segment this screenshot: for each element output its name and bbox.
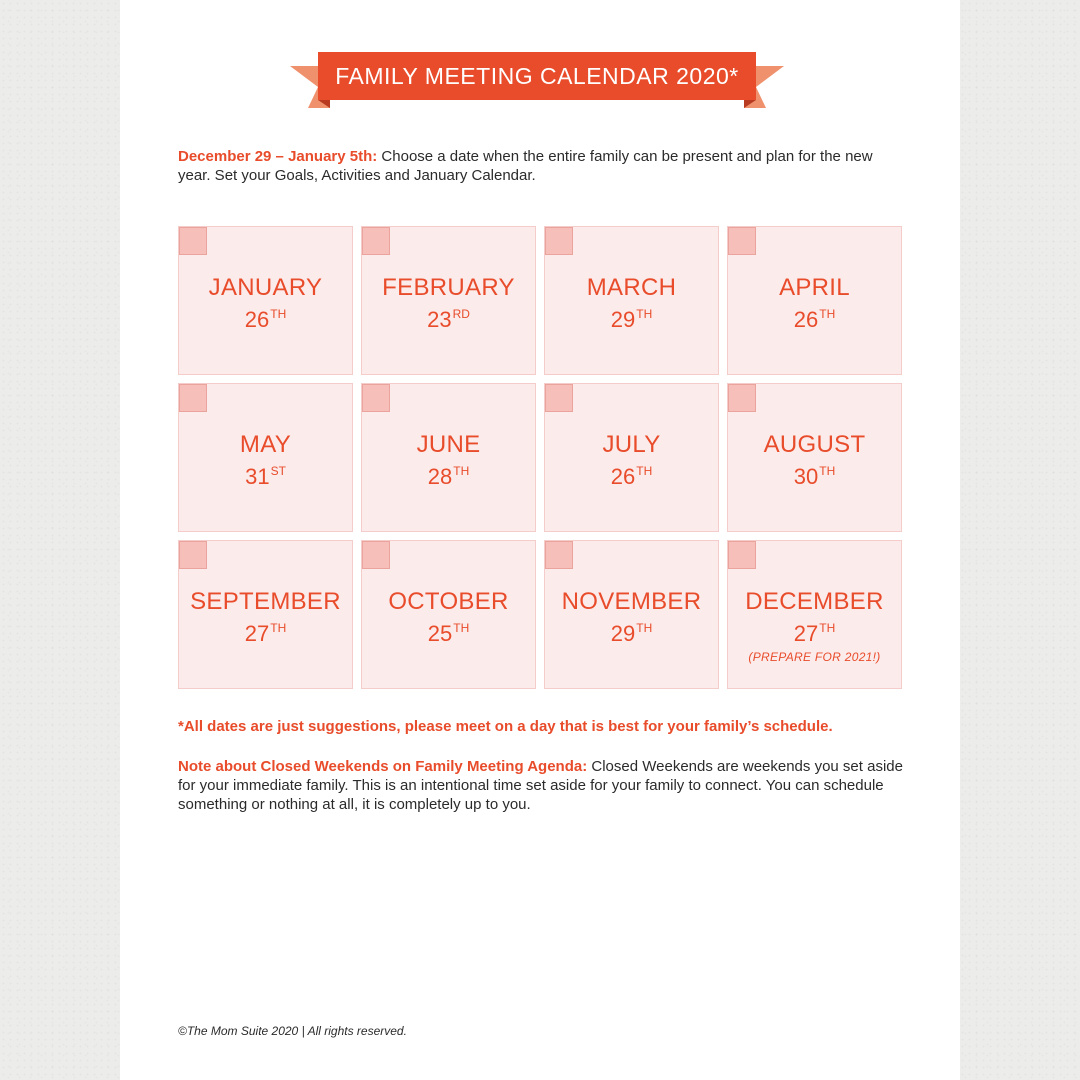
card-note: (PREPARE FOR 2021!): [748, 650, 881, 664]
disclaimer: *All dates are just suggestions, please meet on a day that is best for your family’s schedule.: [178, 718, 833, 735]
meeting-date: [179, 301, 352, 333]
date-number: 26: [793, 307, 819, 332]
month-name: JUNE: [416, 431, 481, 458]
card-corner-tab: [728, 227, 756, 255]
meeting-date: [545, 301, 718, 333]
month-card-march: [544, 226, 719, 375]
month-name: FEBRUARY: [382, 274, 515, 301]
month-name: JANUARY: [208, 274, 323, 301]
date-number: 29: [610, 621, 636, 646]
date-number: 27: [793, 621, 819, 646]
date-suffix: TH: [453, 464, 470, 478]
meeting-date: [728, 615, 901, 647]
date-number: 29: [610, 307, 636, 332]
month-card-february: [361, 226, 536, 375]
date-suffix: TH: [819, 464, 836, 478]
closed-weekends-note: [178, 757, 906, 814]
meeting-date: [728, 458, 901, 490]
meeting-date: [728, 301, 901, 333]
meeting-date: [362, 458, 535, 490]
meeting-date: [362, 301, 535, 333]
date-number: 23: [427, 307, 452, 332]
date-suffix: TH: [453, 621, 470, 635]
meeting-date: [545, 615, 718, 647]
note-text: Closed Weekends are weekends you set aside for your immediate family. This is an intentional time set aside for your family to connect. You can schedule something or nothing at all, it is completely up to you.: [178, 758, 903, 813]
date-suffix: RD: [452, 307, 470, 321]
date-number: 25: [427, 621, 453, 646]
date-number: 27: [244, 621, 270, 646]
month-name: MAY: [239, 431, 292, 458]
month-name: JULY: [602, 431, 661, 458]
card-corner-tab: [728, 541, 756, 569]
date-number: 30: [793, 464, 819, 489]
page-title: FAMILY MEETING CALENDAR 2020*: [335, 63, 739, 89]
meeting-date: [179, 458, 352, 490]
month-grid: [178, 226, 903, 689]
intro-text: Choose a date when the entire family can be present and plan for the new year. Set your Goals, Activities and January Calendar.: [178, 148, 873, 184]
date-suffix: TH: [270, 621, 287, 635]
title-banner: [290, 52, 784, 110]
month-name: APRIL: [779, 274, 850, 301]
note-lead: Note about Closed Weekends on Family Meeting Agenda:: [178, 758, 588, 775]
month-name: OCTOBER: [388, 588, 509, 615]
date-number: 26: [610, 464, 636, 489]
card-corner-tab: [728, 384, 756, 412]
card-corner-tab: [362, 384, 390, 412]
card-corner-tab: [362, 541, 390, 569]
card-corner-tab: [179, 227, 207, 255]
date-suffix: TH: [636, 464, 653, 478]
meeting-date: [545, 458, 718, 490]
card-corner-tab: [179, 384, 207, 412]
date-suffix: TH: [270, 307, 287, 321]
date-suffix: TH: [636, 621, 653, 635]
date-number: 26: [244, 307, 270, 332]
month-name: DECEMBER: [745, 588, 884, 615]
date-number: 31: [245, 464, 270, 489]
card-corner-tab: [545, 227, 573, 255]
date-suffix: TH: [819, 621, 836, 635]
month-card-november: [544, 540, 719, 689]
month-card-april: [727, 226, 902, 375]
month-card-june: [361, 383, 536, 532]
month-name: AUGUST: [763, 431, 866, 458]
date-suffix: TH: [636, 307, 653, 321]
date-suffix: ST: [270, 464, 286, 478]
meeting-date: [362, 615, 535, 647]
month-card-january: [178, 226, 353, 375]
card-corner-tab: [545, 541, 573, 569]
card-corner-tab: [545, 384, 573, 412]
month-card-december: [727, 540, 902, 689]
month-card-may: [178, 383, 353, 532]
date-number: 28: [427, 464, 453, 489]
month-name: MARCH: [586, 274, 677, 301]
month-card-july: [544, 383, 719, 532]
date-suffix: TH: [819, 307, 836, 321]
meeting-date: [179, 615, 352, 647]
copyright-footer: ©The Mom Suite 2020 | All rights reserved.: [178, 1024, 407, 1038]
card-corner-tab: [362, 227, 390, 255]
document-page: [120, 0, 960, 1080]
month-name: SEPTEMBER: [190, 588, 341, 615]
intro-paragraph: [178, 147, 906, 185]
month-card-september: [178, 540, 353, 689]
card-corner-tab: [179, 541, 207, 569]
month-name: NOVEMBER: [561, 588, 702, 615]
month-card-august: [727, 383, 902, 532]
intro-lead: December 29 – January 5th:: [178, 148, 378, 165]
month-card-october: [361, 540, 536, 689]
